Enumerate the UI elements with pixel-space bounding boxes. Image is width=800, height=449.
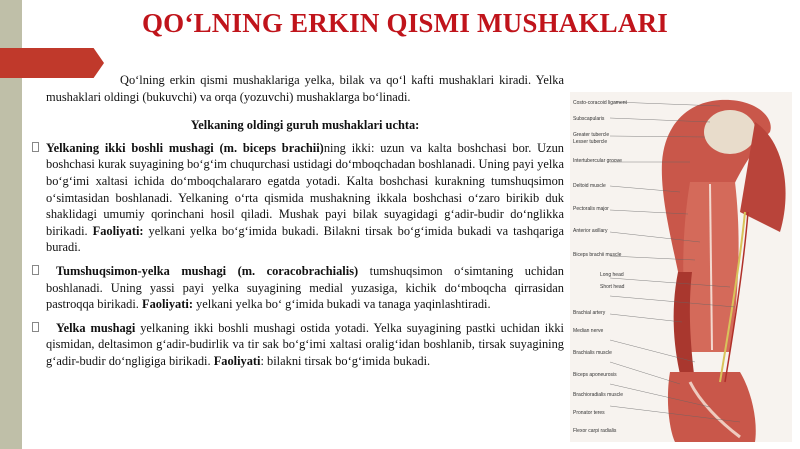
function-text: yelkani yelka bo‘g‘imida bukadi. Bilakni tirsak bo‘g‘imida bukadi va tashqariga buradi. bbox=[46, 223, 564, 255]
bullet-icon bbox=[32, 265, 39, 275]
intro-paragraph: Qo‘lning erkin qismi mushaklariga yelka, bilak va qo‘l kafti mushaklari kiradi. Yelka mushaklari oldingi (bukuvchi) va orqa (yozuvchi) mushaklarga bo‘linadi. bbox=[46, 73, 564, 104]
figure-label: Intertubercular groove bbox=[573, 158, 622, 164]
bullet-icon bbox=[32, 322, 39, 332]
figure-label: Subscapularis bbox=[573, 116, 605, 122]
figure-label: Biceps aponeurosis bbox=[573, 372, 617, 378]
paragraph-text: yelkaning ikki boshli mushagi ostida yotadi. Yelka suyagining pastki uchidan ikki qismidan, deltasimon g‘adir-budirlik va tir sak bo‘g‘imi xaltasi oralig‘idan boshlanib, tirsak suyagining g‘adir-budir do‘ngligiga birikadi. bbox=[46, 320, 564, 368]
figure-label: Long head bbox=[600, 272, 624, 278]
paragraph-lead: Yelka mushagi bbox=[56, 320, 136, 335]
figure-label: Biceps brachii muscle bbox=[573, 252, 622, 258]
slide-title: QO‘LNING ERKIN QISMI MUSHAKLARI bbox=[141, 8, 668, 38]
function-label: Faoliyati: bbox=[142, 297, 193, 312]
figure-label: Short head bbox=[600, 284, 625, 290]
section-subtitle: Yelkaning oldingi guruh mushaklari uchta: bbox=[190, 118, 420, 133]
anatomy-illustration bbox=[570, 92, 792, 442]
paragraph-brachialis bbox=[46, 320, 564, 370]
slide-content bbox=[46, 72, 564, 377]
figure-label: Pectoralis major bbox=[573, 206, 609, 212]
figure-label: Brachialis muscle bbox=[573, 350, 612, 356]
paragraph-text: ning ikki: uzun va kalta boshchasi bor. Uzun boshchasi kurak suyagining bo‘g‘im chuqurchasi ustidagi do‘mboqchadan boshlanadi. Uning payi yelka bo‘g‘imi xaltasi ichida do‘mboqchalararo egatda yotadi. Kalta boshchasi kurakning tumshuqsimon o‘simtasidan boshlanadi. Yelkaning o‘rta qismida mushakning ikkala boshchasi o‘zaro birikib duk shaklidagi umumiy qorinchani hosil qiladi. Mushak payi bilak suyagidagi g‘adir-budir do‘nglikka birikadi. bbox=[46, 140, 564, 238]
figure-label: Costo-coracoid ligament bbox=[573, 100, 627, 106]
paragraph-lead: Yelkaning ikki boshli mushagi (m. biceps brachii) bbox=[46, 140, 324, 155]
figure-label: Pronator teres bbox=[573, 410, 605, 416]
paragraph-biceps bbox=[46, 140, 564, 256]
paragraph-text: tumshuqsimon o‘simtaning uchidan boshlanadi. Uning yassi payi yelka suyagining medial yuzasiga, kichik do‘mboqcha qirrasidan pastroqqa birikadi. bbox=[46, 263, 564, 312]
figure-label: Anterior axillary bbox=[573, 228, 608, 234]
figure-label: Flexor carpi radialis bbox=[573, 428, 617, 434]
paragraph-coracobrachialis bbox=[46, 263, 564, 313]
figure-label: Brachial artery bbox=[573, 310, 606, 316]
figure-label: Median nerve bbox=[573, 328, 604, 334]
bullet-icon bbox=[32, 142, 39, 152]
humerus-head-shape bbox=[704, 110, 756, 154]
function-text: yelkani yelka bo‘ g‘imida bukadi va tanaga yaqinlashtiradi. bbox=[192, 297, 491, 312]
figure-label: Deltoid muscle bbox=[573, 183, 606, 189]
figure-label: Brachioradialis muscle bbox=[573, 392, 624, 398]
figure-label: Greater tubercle bbox=[573, 132, 610, 138]
function-label: Faoliyati: bbox=[92, 223, 144, 238]
function-text: : bilakni tirsak bo‘g‘imida bukadi. bbox=[260, 353, 431, 368]
forearm-shape bbox=[668, 372, 756, 442]
function-label: Faoliyati bbox=[213, 353, 261, 368]
figure-labels bbox=[573, 100, 628, 434]
paragraph-lead: Tumshuqsimon-yelka mushagi (m. coracobrachialis) bbox=[56, 263, 359, 278]
arm-muscles-illustration bbox=[570, 92, 792, 442]
figure-label: Lesser tubercle bbox=[573, 139, 608, 145]
